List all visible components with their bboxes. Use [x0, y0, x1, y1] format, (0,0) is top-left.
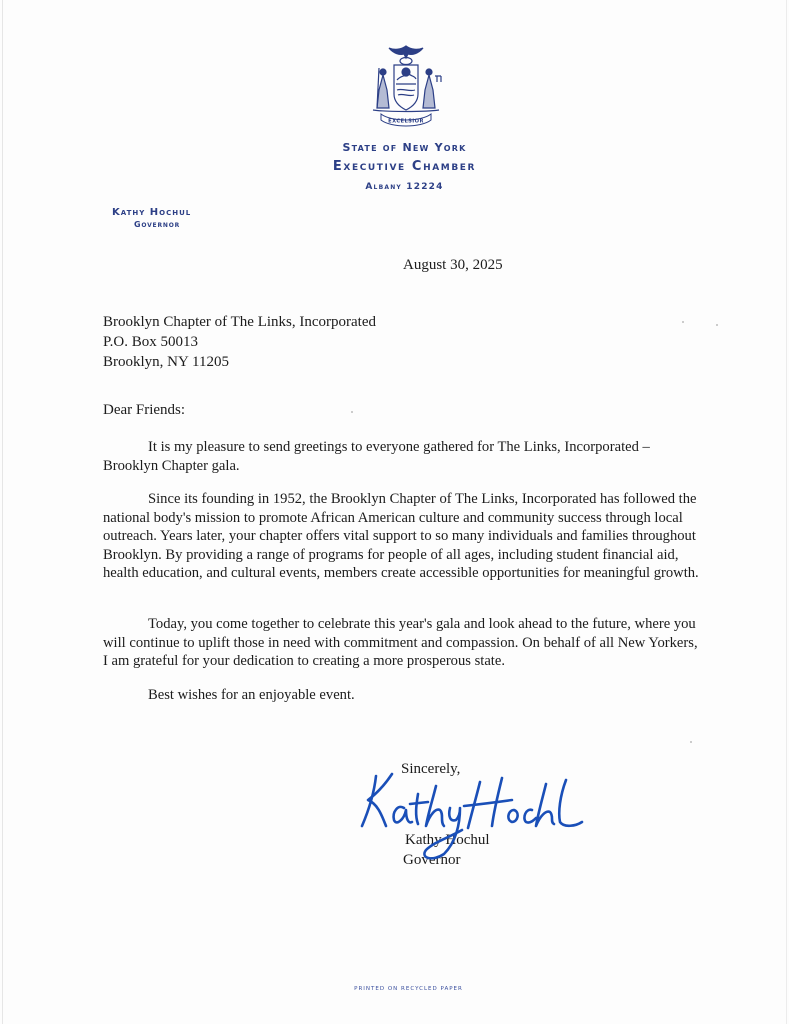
body-paragraph: Best wishes for an enjoyable event. — [148, 687, 355, 703]
letterhead-state: State of New York — [342, 141, 467, 154]
recipient-line: Brooklyn, NY 11205 — [103, 354, 229, 370]
signer-title: Governor — [403, 852, 461, 868]
seal-motto: EXCELSIOR — [388, 118, 424, 125]
body-paragraph: Today, you come together to celebrate this year's gala and look ahead to the future, where you will continue to uplift those in need with commitment and compassion. On behalf of all New Yorkers, I am grateful for your dedication to creating a more prosperous state. — [103, 616, 698, 670]
recipient-line: Brooklyn Chapter of The Links, Incorporated — [103, 314, 376, 330]
governor-title: Governor — [134, 220, 181, 229]
scan-speck — [682, 321, 684, 323]
letterhead-chamber: Executive Chamber — [332, 159, 477, 174]
recipient-address — [103, 312, 376, 372]
governor-block — [112, 207, 191, 229]
page-edge-left — [2, 0, 3, 1024]
signature-text: Kathy Hochul — [352, 764, 358, 765]
letter-date: August 30, 2025 — [403, 257, 503, 273]
scan-speck — [716, 324, 718, 326]
salutation: Dear Friends: — [103, 402, 186, 418]
signature — [352, 764, 584, 872]
scan-speck — [351, 411, 353, 413]
state-seal-icon — [361, 42, 451, 132]
body-paragraph: Since its founding in 1952, the Brooklyn Chapter of The Links, Incorporated has followed the national body's mission to promote African American culture and community success through local outreach. Years later, your chapter offers vital support to so many individuals and families throughout Brooklyn. By providing a range of programs for people of all ages, including student financial aid, health education, and cultural events, members create accessible opportunities for meaningful growth. — [103, 491, 699, 582]
closing: Sincerely, — [401, 761, 461, 777]
governor-name: Kathy Hochul — [112, 207, 192, 218]
body-paragraph: It is my pleasure to send greetings to everyone gathered for The Links, Incorporated – Brooklyn Chapter gala. — [103, 439, 650, 474]
scan-speck — [690, 741, 692, 743]
letterhead-city: Albany 12224 — [365, 182, 444, 192]
signer-name: Kathy Hochul — [405, 832, 490, 848]
recipient-line: P.O. Box 50013 — [103, 334, 199, 350]
footer-note: PRINTED ON RECYCLED PAPER — [354, 986, 463, 992]
